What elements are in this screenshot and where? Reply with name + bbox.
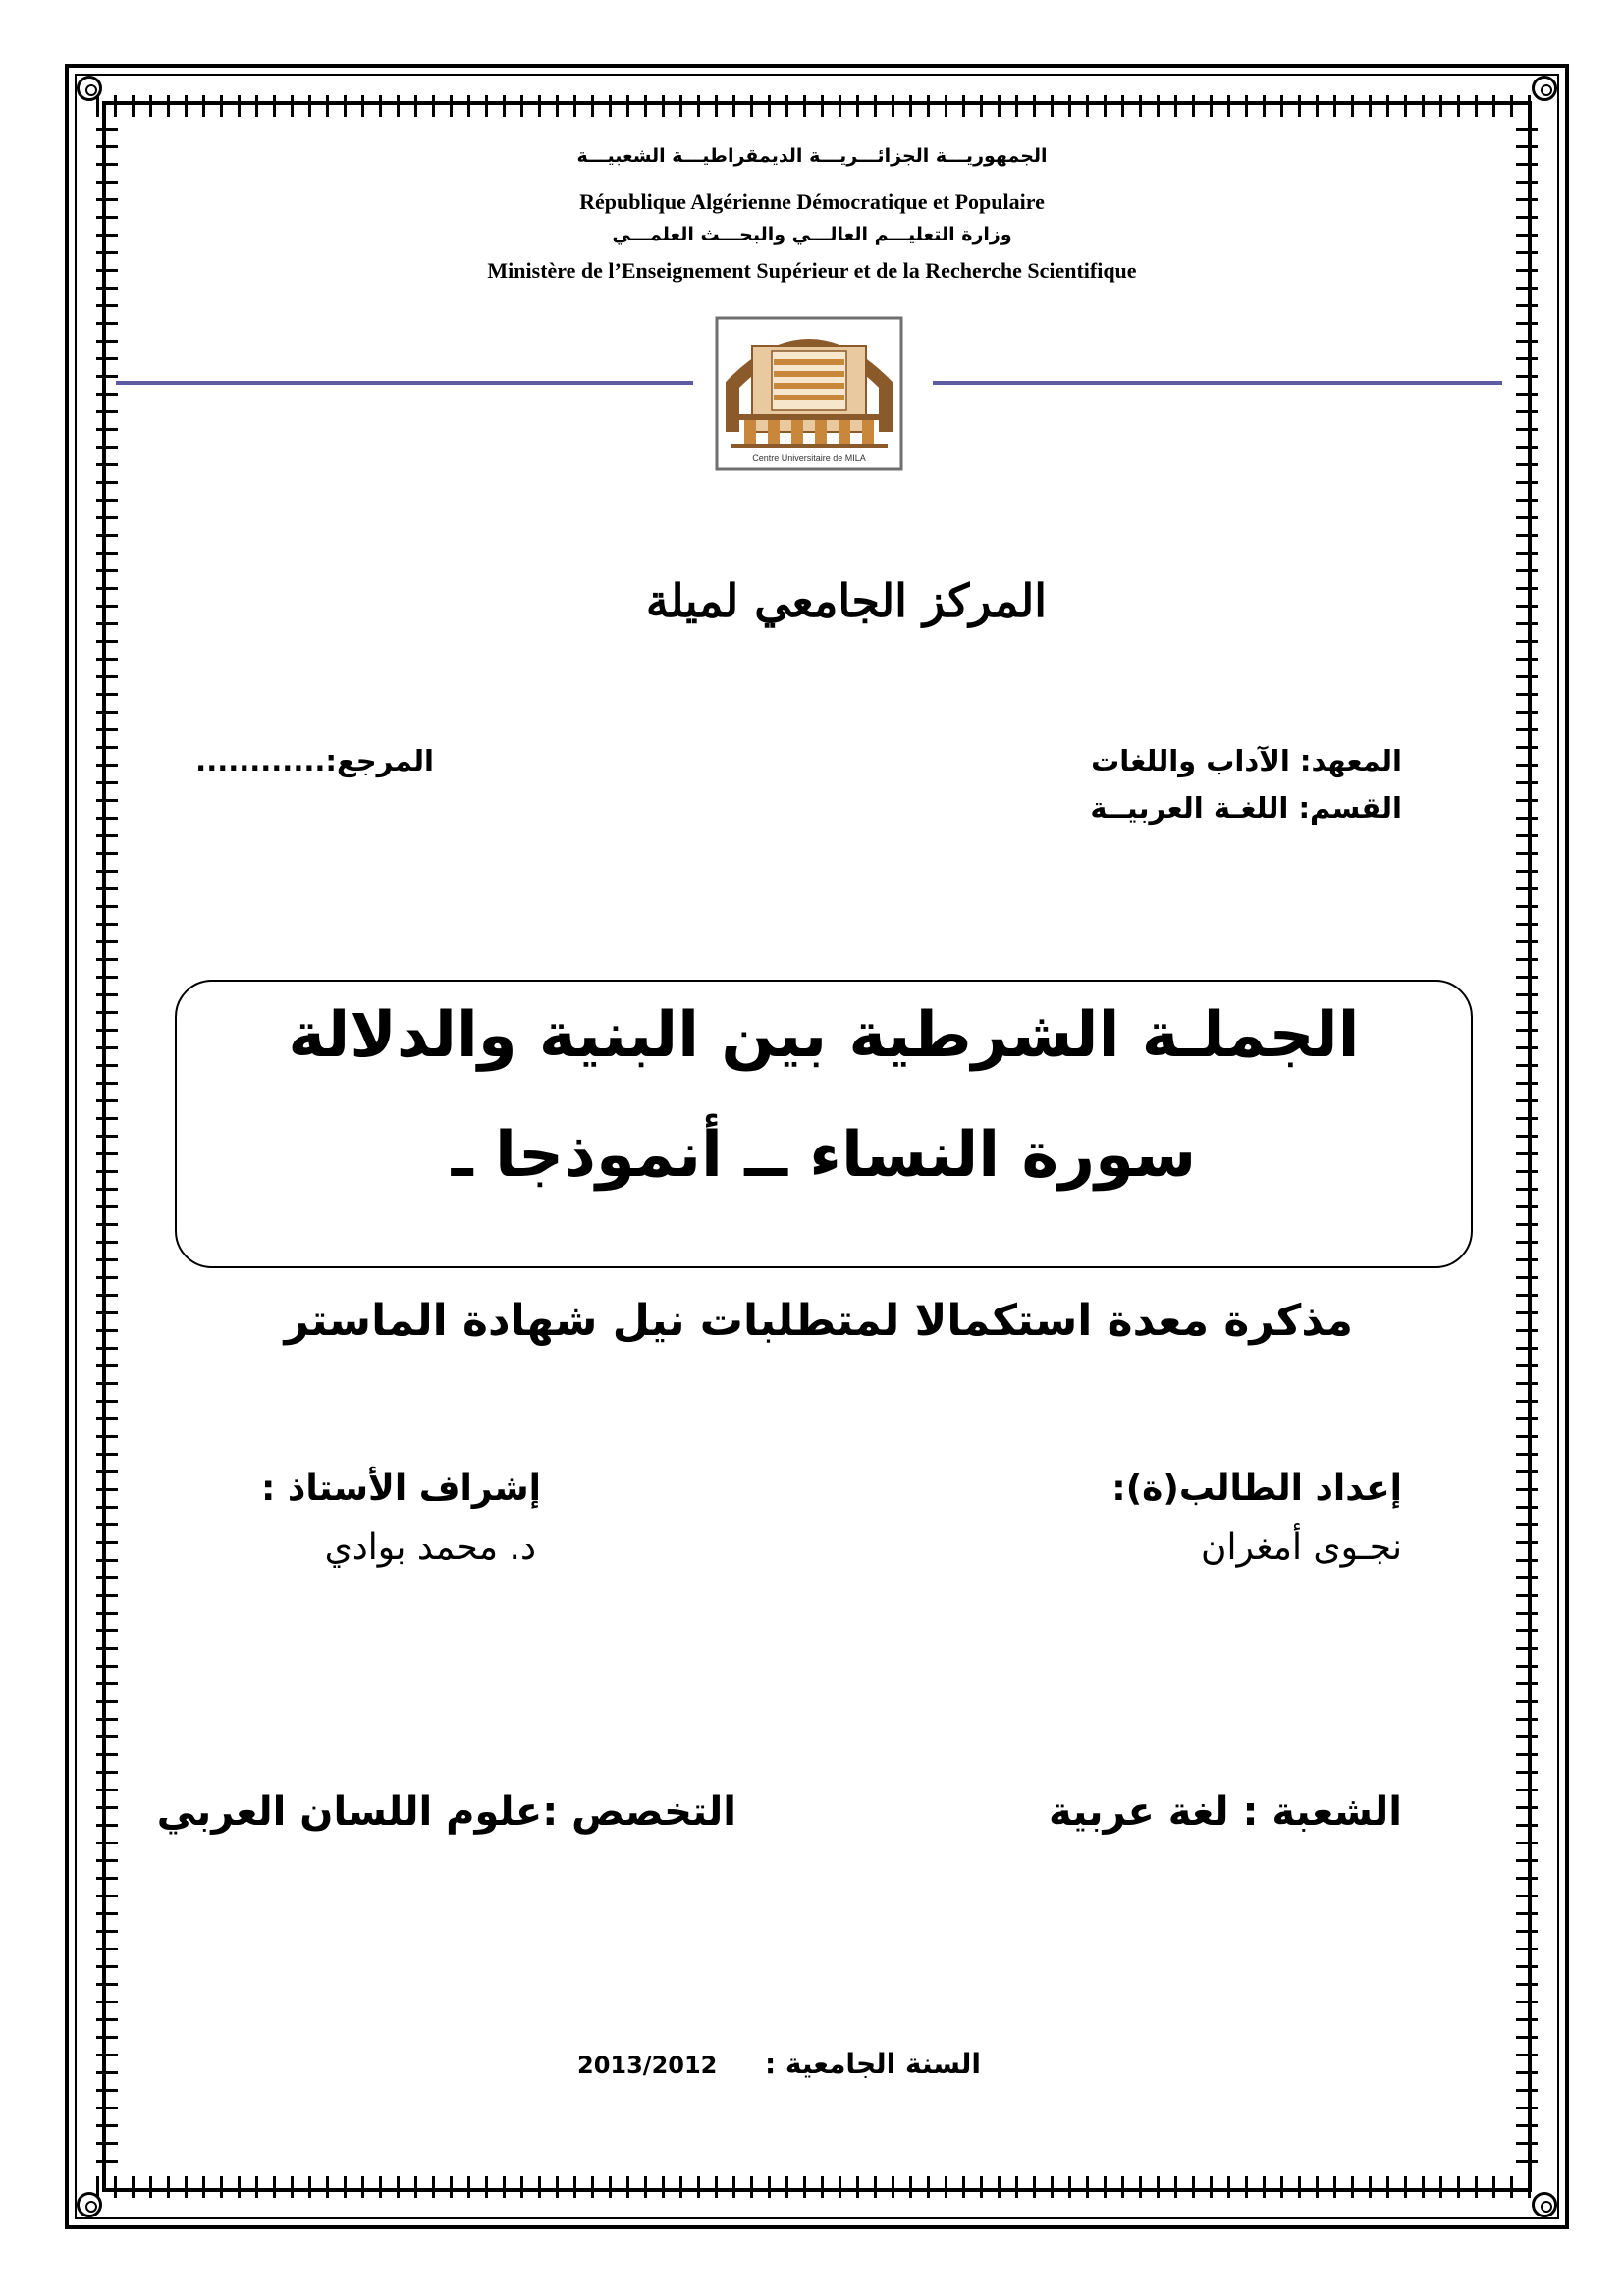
institute-label: المعهد: الآداب واللغات [1091,744,1402,777]
corner-ornament-bottom-right [1532,2192,1557,2217]
supervisor-label: إشراف الأستاذ : [261,1468,541,1509]
thesis-title-line2: سورة النساء ــ أنموذجا ـ [451,1119,1197,1192]
divider-left [116,381,693,385]
ministry-french: Ministère de l’Enseignement Supérieur et de la Recherche Scientifique [487,258,1137,283]
thesis-subtitle: مذكرة معدة استكمالا لمتطلبات نيل شهادة الماستر [284,1296,1353,1346]
corner-ornament-top-left [77,76,102,101]
republic-arabic: الجمهوريـــة الجزائـــريـــة الديمقراطيـــة الشعبيـــة [576,145,1048,167]
specialty-label: التخصص :علوم اللسان العربي [156,1789,736,1835]
divider-right [933,381,1502,385]
academic-year-value: 2013/2012 [577,2052,718,2079]
ministry-arabic: وزارة التعليـــم العالـــي والبحـــث العلمـــي [612,224,1012,245]
student-name: نجـوى أمغران [1201,1527,1402,1568]
supervisor-name: د. محمد بوادي [324,1527,536,1568]
department-label: القسم: اللغـة العربيــة [1090,791,1402,825]
logo-caption: Centre Universitaire de MILA [752,454,866,463]
corner-ornament-bottom-left [77,2192,102,2217]
academic-year-label: السنة الجامعية : [764,2048,981,2080]
corner-ornament-top-right [1532,76,1557,101]
reference-label: المرجع:............ [195,744,434,777]
track-label: الشعبة : لغة عربية [1048,1789,1402,1835]
university-name: المركز الجامعي لميلة [645,574,1047,627]
university-logo [715,316,903,471]
thesis-title-line1: الجملـة الشرطية بين البنية والدلالة [288,999,1360,1072]
thesis-title-box [175,980,1473,1268]
republic-french: République Algérienne Démocratique et Populaire [579,189,1045,214]
student-label: إعداد الطالب(ة): [1111,1468,1402,1509]
